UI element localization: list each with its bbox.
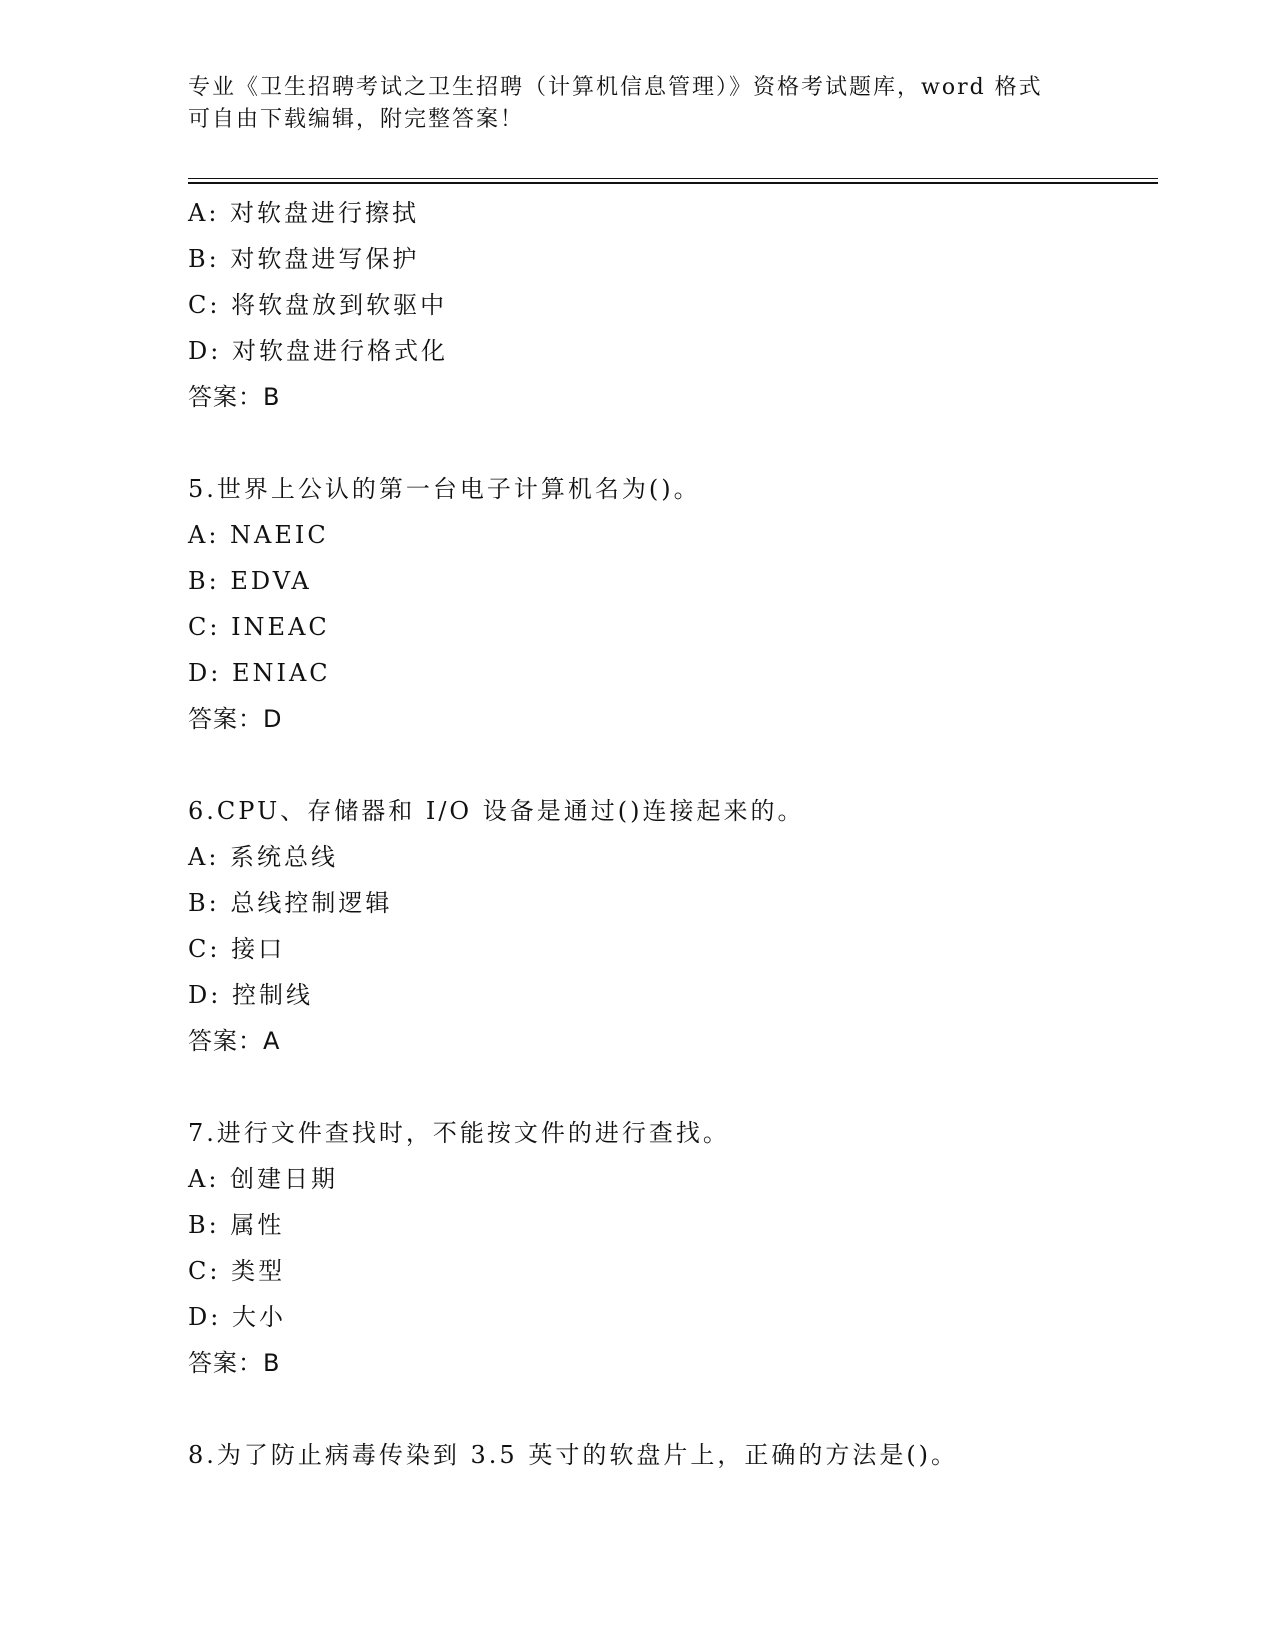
question-stem: 6.CPU、存储器和 I/O 设备是通过()连接起来的。 [188,797,805,825]
header-line-1: 专业《卫生招聘考试之卫生招聘（计算机信息管理）》资格考试题库，word 格式 [188,75,1043,100]
question-stem: 5.世界上公认的第一台电子计算机名为()。 [188,475,701,503]
option-a: A: 系统总线 [188,843,339,871]
option-a: A: 创建日期 [188,1165,339,1193]
option-a: A: NAEIC [188,521,329,549]
question-block-8 [188,1432,1188,1478]
option-d: D: 控制线 [188,981,313,1009]
answer-line: 答案：B [188,383,281,411]
header-divider-thin [188,178,1158,179]
question-block-partial [188,190,1188,420]
option-c: C: 类型 [188,1257,286,1285]
option-b: B: 总线控制逻辑 [188,889,393,917]
question-block-5 [188,466,1188,742]
option-c: C: 将软盘放到软驱中 [188,291,448,319]
question-stem: 8.为了防止病毒传染到 3.5 英寸的软盘片上，正确的方法是()。 [188,1441,959,1469]
option-d: D: 大小 [188,1303,286,1331]
option-c: C: INEAC [188,613,330,641]
header-line-2: 可自由下载编辑，附完整答案！ [188,107,525,132]
option-b: B: 对软盘进写保护 [188,245,420,273]
answer-line: 答案：B [188,1349,281,1377]
answer-line: 答案：A [188,1027,281,1055]
question-block-7 [188,1110,1188,1386]
option-c: C: 接口 [188,935,286,963]
document-header [188,72,1088,136]
header-divider-thick [188,182,1158,184]
question-list [188,190,1188,1478]
answer-line: 答案：D [188,705,283,733]
question-stem: 7.进行文件查找时，不能按文件的进行查找。 [188,1119,730,1147]
option-b: B: 属性 [188,1211,285,1239]
option-d: D: ENIAC [188,659,331,687]
option-b: B: EDVA [188,567,312,595]
question-block-6 [188,788,1188,1064]
option-d: D: 对软盘进行格式化 [188,337,448,365]
option-a: A: 对软盘进行擦拭 [188,199,420,227]
